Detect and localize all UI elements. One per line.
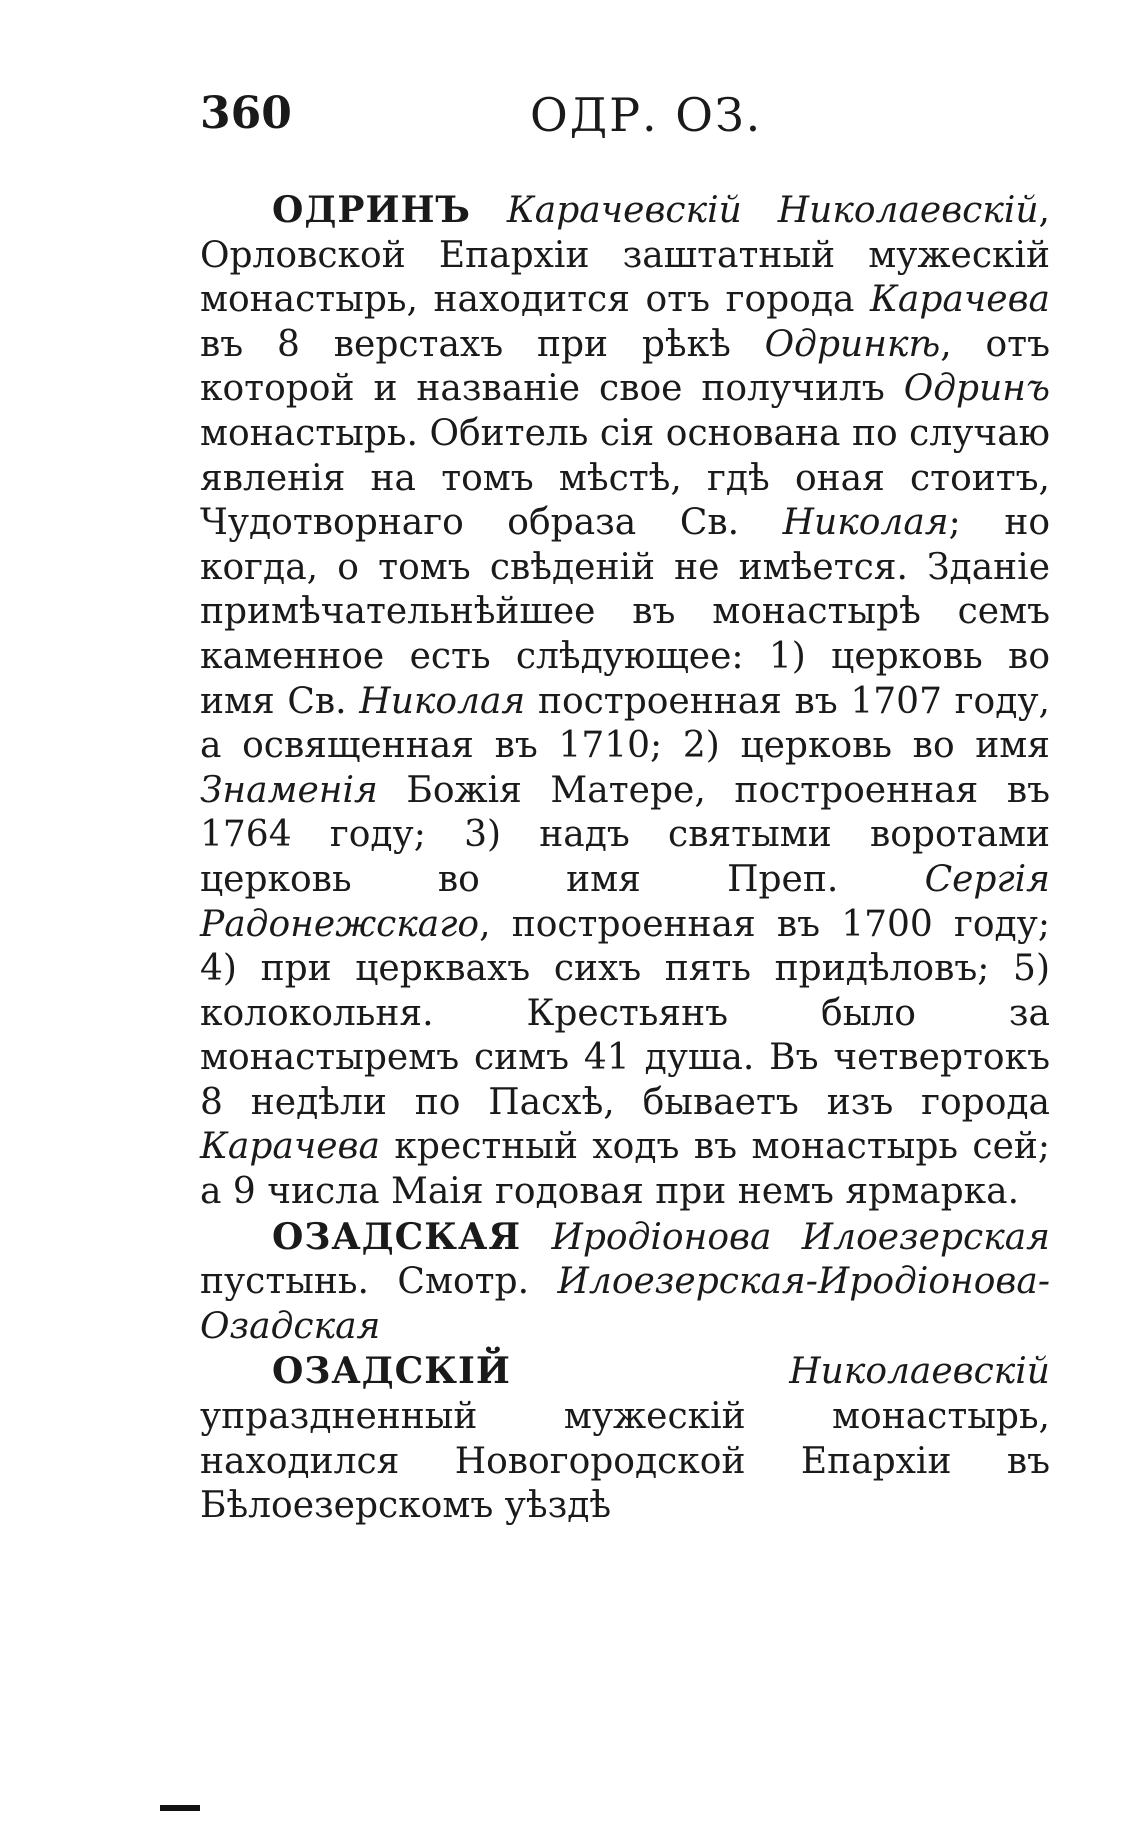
dictionary-entry (200, 1349, 1050, 1528)
entry-text: , Орловской Епархiи заштатный мужескiй монастырь, находится отъ города (200, 190, 1050, 321)
italic-term: Карачевскiй Николаевскiй (506, 190, 1039, 231)
italic-term: Карачева (200, 1126, 380, 1168)
italic-term: Знаменiя (200, 769, 378, 811)
italic-term: Николаевскiй (789, 1351, 1050, 1393)
page-header (200, 88, 1050, 158)
italic-term: Николая (359, 680, 526, 722)
italic-term: Карачева (870, 279, 1050, 321)
entry-text: ; но когда, о томъ свѣденiй не имѣется. Зданiе примѣчательнѣйшее въ монастырѣ семъ каменное есть слѣдующее: 1) церковь во имя Св. (200, 502, 1051, 722)
entry-headword: ОЗАДСКIЙ (272, 1350, 511, 1393)
entry-text: монастырь. Обитель сiя основана по случаю явленiя на томъ мѣстѣ, гдѣ оная стоитъ, Чудотворнаго образа Св. (200, 412, 1050, 544)
entry-text (511, 1351, 789, 1392)
entry-text (521, 1217, 551, 1258)
italic-term: Иродiонова Илоезерская (551, 1216, 1050, 1258)
entry-text: въ 8 верстахъ при рѣкѣ (200, 323, 765, 365)
italic-term: Николая (782, 502, 949, 544)
italic-term: Одринъ (903, 368, 1050, 410)
entry-text (471, 190, 507, 231)
scan-artifact (160, 1805, 200, 1811)
entry-text: , отъ которой и названiе свое получилъ (200, 323, 1051, 410)
page-number: 360 (200, 88, 292, 139)
running-head: ОДР. ОЗ. (530, 88, 763, 142)
entry-text: Божiя Матере, построенная въ 1764 году; 3) надъ святыми воротами церковь во имя Преп. (200, 769, 1050, 900)
entry-text: пустынь. Смотр. (200, 1261, 558, 1303)
entry-text: , построенная въ 1700 году; 4) при церквахъ сихъ пять придѣловъ; 5) колокольня. Крестьянъ было за монастыремъ симъ 41 душа. Въ четвертокъ 8 недѣли по Пасхѣ, бываетъ изъ города (200, 903, 1050, 1123)
entry-text: построенная въ 1707 году, а освященная въ 1710; 2) церковь во имя (200, 680, 1050, 767)
entry-body (200, 190, 1050, 1212)
dictionary-entry (200, 188, 1050, 1215)
italic-term: Илоезерская-Иродiонова-Озадская (200, 1261, 1050, 1347)
entry-headword: ОЗАДСКАЯ (272, 1215, 522, 1258)
entry-headword: ОДРИНЪ (272, 189, 471, 231)
dictionary-entry (200, 1215, 1050, 1350)
italic-term: Одринкѣ (764, 323, 941, 365)
entry-text: крестный ходъ въ монастырь сей; а 9 числа Маiя годовая при немъ ярмарка. (200, 1126, 1050, 1213)
book-page (200, 88, 1050, 1529)
italic-term: Сергiя Радонежскаго (200, 858, 1050, 945)
entry-text: упраздненный мужескiй монастырь, находился Новогородской Епархiи въ Бѣлоезерскомъ уѣздѣ (200, 1396, 1050, 1527)
